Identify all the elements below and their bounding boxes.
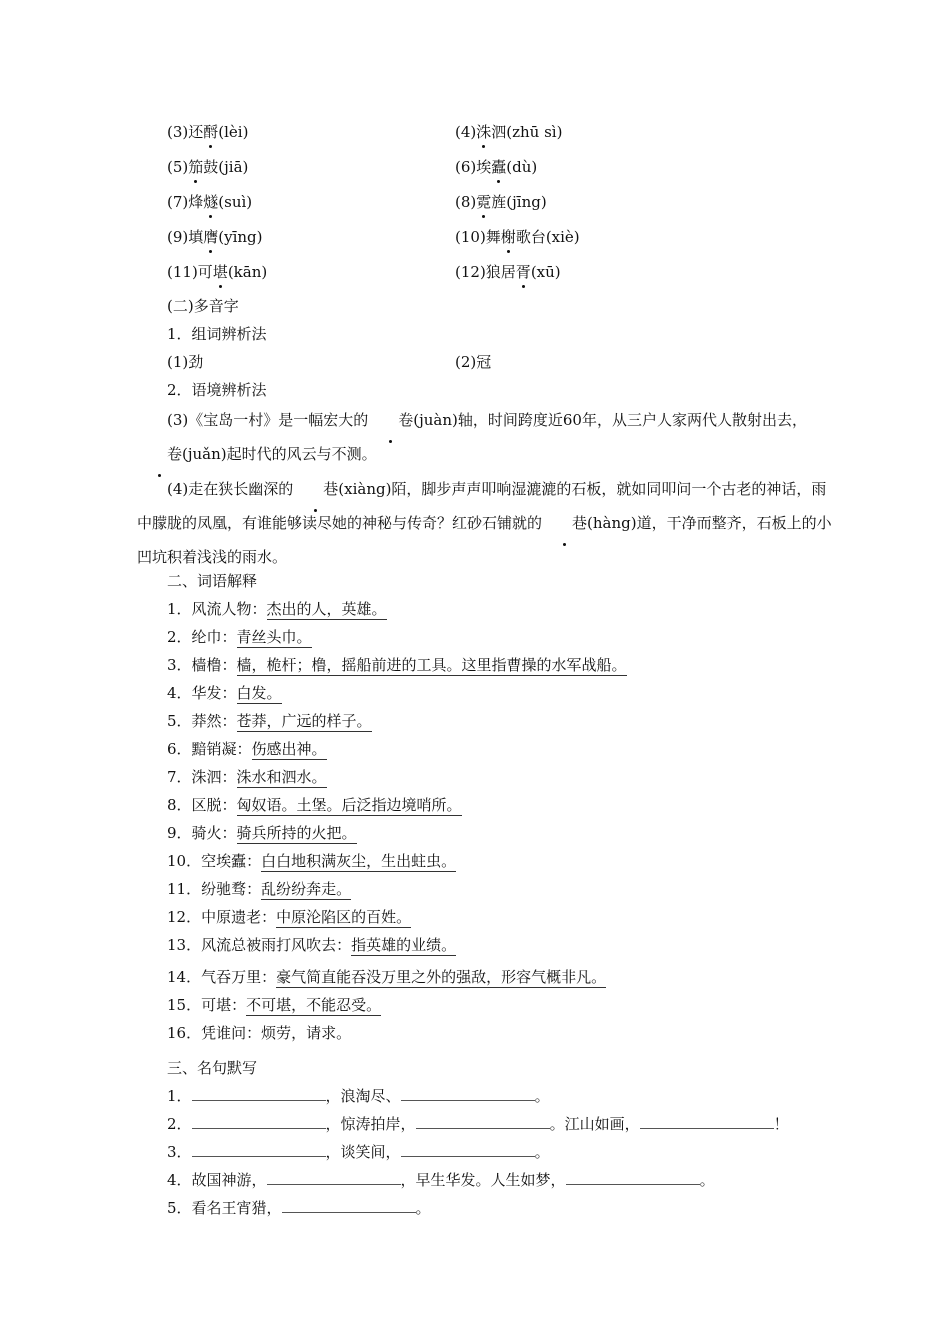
answer-blank[interactable] [192, 1142, 326, 1157]
answer-blank[interactable] [192, 1114, 326, 1129]
answer-blank[interactable] [566, 1170, 700, 1185]
vocab-item: 16．凭谁问：烦劳，请求。 [167, 1024, 352, 1042]
pron-item: (5)笳鼓(jiā) [167, 158, 249, 176]
method-heading: 1．组词辨析法 [167, 325, 267, 343]
pron-item: (9)填膺(yīng) [167, 228, 263, 246]
recite-item: 5．看名王宵猎， 。 [167, 1199, 431, 1217]
context-paragraph-4: (4)走在狭长幽深的 巷(xiàng)陌，脚步声声叩响湿漉漉的石板，就如同叩问一个古老的神话，雨中朦胧的凤凰，有谁能够读尽她的神秘与传奇？红砂石铺就的 巷(hàng)道，干净而整齐，石板上的小凹坑积着浅浅的雨水。 [137, 472, 837, 574]
vocab-item: 7．洙泗：洙水和泗水。 [167, 768, 327, 786]
recite-item: 3． ，谈笑间， 。 [167, 1143, 550, 1161]
vocab-item: 13．风流总被雨打风吹去：指英雄的业绩。 [167, 936, 457, 954]
vocab-item: 4．华发：白发。 [167, 684, 282, 702]
vocab-item: 14．气吞万里：豪气简直能吞没万里之外的强敌，形容气概非凡。 [167, 968, 607, 986]
poly-item: (1)劲 [167, 353, 204, 371]
vocab-item: 3．樯橹：樯，桅杆；橹，摇船前进的工具。这里指曹操的水军战船。 [167, 656, 627, 674]
pron-item: (11)可堪(kān) [167, 263, 268, 281]
vocab-item: 1．风流人物：杰出的人，英雄。 [167, 600, 387, 618]
answer-blank[interactable] [192, 1086, 326, 1101]
section-heading: 二、词语解释 [167, 572, 258, 590]
pron-item: (7)烽燧(suì) [167, 193, 253, 211]
answer-blank[interactable] [640, 1114, 774, 1129]
answer-blank[interactable] [401, 1086, 535, 1101]
vocab-item: 9．骑火：骑兵所持的火把。 [167, 824, 357, 842]
pron-item: (3)还酹(lèi) [167, 123, 249, 141]
vocab-item: 2．纶巾：青丝头巾。 [167, 628, 312, 646]
context-paragraph-3: (3)《宝岛一村》是一幅宏大的 卷(juàn)轴，时间跨度近60年，从三户人家两代人散射出去，卷(juǎn)起时代的风云与不测。 [137, 403, 837, 471]
vocab-item: 15．可堪：不可堪，不能忍受。 [167, 996, 382, 1014]
recite-item: 2． ，惊涛拍岸， 。江山如画， ！ [167, 1115, 789, 1133]
recite-item: 1． ，浪淘尽、 。 [167, 1087, 550, 1105]
vocab-item: 5．莽然：苍莽，广远的样子。 [167, 712, 372, 730]
answer-blank[interactable] [416, 1114, 550, 1129]
pron-item: (12)狼居胥(xū) [455, 263, 561, 281]
pron-item: (10)舞榭歌台(xiè) [455, 228, 580, 246]
pron-item: (8)霓旌(jīng) [455, 193, 547, 211]
vocab-item: 10．空埃蠹：白白地积满灰尘，生出蛀虫。 [167, 852, 457, 870]
poly-item: (2)冠 [455, 353, 492, 371]
pron-item: (6)埃蠹(dù) [455, 158, 538, 176]
section-heading: (二)多音字 [167, 297, 239, 315]
answer-blank[interactable] [267, 1170, 401, 1185]
pron-item: (4)洙泗(zhū sì) [455, 123, 563, 141]
method-heading: 2．语境辨析法 [167, 381, 267, 399]
section-heading: 三、名句默写 [167, 1059, 258, 1077]
vocab-item: 11．纷驰骛：乱纷纷奔走。 [167, 880, 352, 898]
answer-blank[interactable] [282, 1198, 416, 1213]
answer-blank[interactable] [401, 1142, 535, 1157]
vocab-item: 8．区脱：匈奴语。土堡。后泛指边境哨所。 [167, 796, 462, 814]
vocab-item: 6．黯销凝：伤感出神。 [167, 740, 327, 758]
vocab-item: 12．中原遗老：中原沦陷区的百姓。 [167, 908, 412, 926]
recite-item: 4．故国神游， ，早生华发。人生如梦， 。 [167, 1171, 715, 1189]
